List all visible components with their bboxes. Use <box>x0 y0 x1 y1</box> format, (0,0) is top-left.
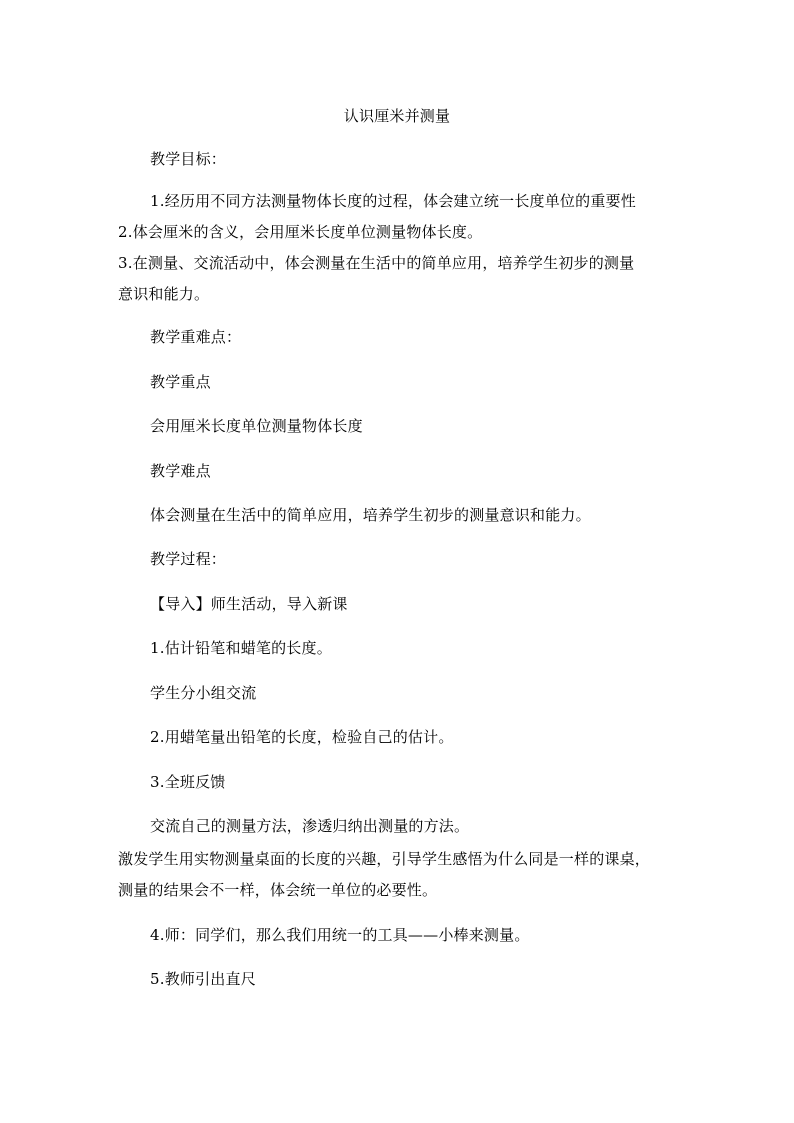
key-point-heading: 教学重点 <box>150 373 211 391</box>
goals-heading: 教学目标： <box>150 150 227 168</box>
goal-item-3-line-2: 意识和能力。 <box>118 285 210 303</box>
step-3: 3.全班反馈 <box>150 773 226 791</box>
step-3-note: 交流自己的测量方法，渗透归纳出测量的方法。 <box>150 817 470 835</box>
step-1-note: 学生分小组交流 <box>150 684 257 702</box>
step-4: 4.师：同学们，那么我们用统一的工具——小棒来测量。 <box>150 926 530 944</box>
intro-section: 【导入】师生活动，导入新课 <box>150 595 348 613</box>
difficult-point-text: 体会测量在生活中的简单应用，培养学生初步的测量意识和能力。 <box>150 506 591 524</box>
goal-item-1: 1.经历用不同方法测量物体长度的过程，体会建立统一长度单位的重要性 <box>150 192 636 210</box>
step-1: 1.估计铅笔和蜡笔的长度。 <box>150 639 332 657</box>
motivate-line-1: 激发学生用实物测量桌面的长度的兴趣，引导学生感悟为什么同是一样的课桌， <box>118 850 651 868</box>
goal-item-2: 2.体会厘米的含义，会用厘米长度单位测量物体长度。 <box>118 223 483 241</box>
key-difficult-heading: 教学重难点： <box>150 328 242 346</box>
process-heading: 教学过程： <box>150 550 227 568</box>
goal-item-3-line-1: 3.在测量、交流活动中，体会测量在生活中的简单应用，培养学生初步的测量 <box>118 254 635 272</box>
document-title: 认识厘米并测量 <box>343 107 451 125</box>
difficult-point-heading: 教学难点 <box>150 462 211 480</box>
step-2: 2.用蜡笔量出铅笔的长度，检验自己的估计。 <box>150 728 454 746</box>
motivate-line-2: 测量的结果会不一样，体会统一单位的必要性。 <box>118 881 438 899</box>
key-point-text: 会用厘米长度单位测量物体长度 <box>150 417 363 435</box>
step-5: 5.教师引出直尺 <box>150 970 256 988</box>
